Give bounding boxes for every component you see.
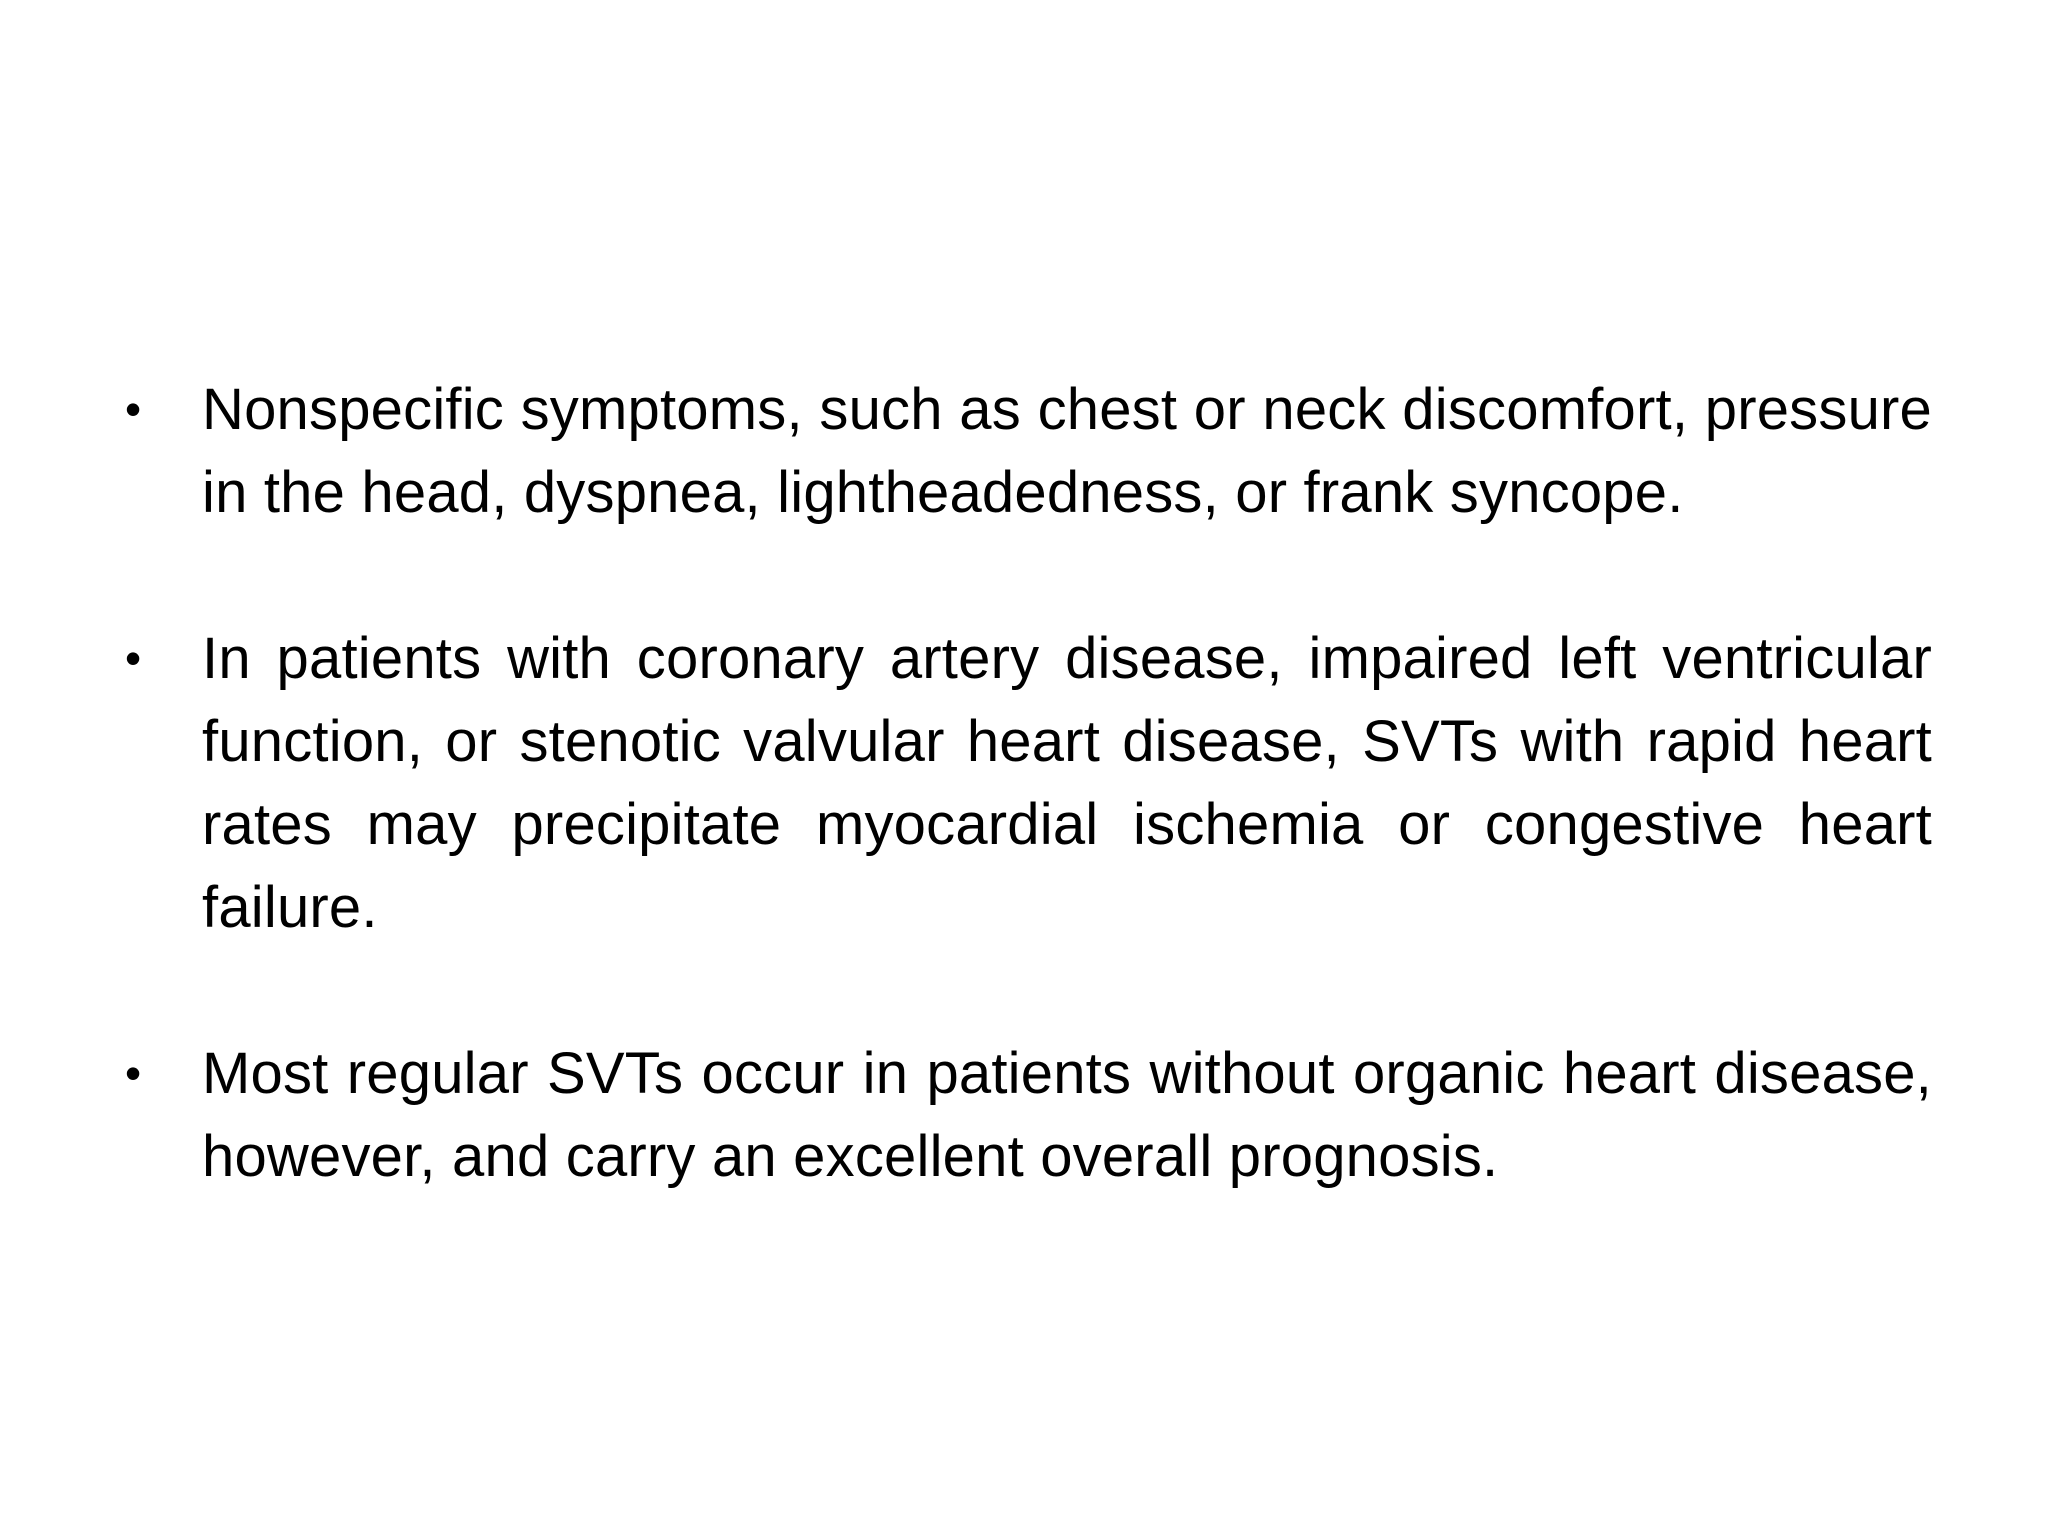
bullet-text: Nonspecific symptoms, such as chest or neck discomfort, pressure in the head, dyspnea, lightheadedness, or frank syncope. xyxy=(202,377,1932,525)
bullet-marker: • xyxy=(125,383,142,435)
bullet-marker: • xyxy=(125,1047,142,1099)
bullet-item xyxy=(110,1032,1932,1198)
bullet-text: In patients with coronary artery disease, impaired left ventricular function, or stenotic valvular heart disease, SVTs with rapid heart rates may precipitate myocardial ischemia or congestive heart failure. xyxy=(202,626,1932,940)
bullet-item xyxy=(110,368,1932,534)
bullet-marker: • xyxy=(125,632,142,684)
bullet-list xyxy=(110,368,1932,1198)
bullet-text: Most regular SVTs occur in patients without organic heart disease, however, and carry an excellent overall prognosis. xyxy=(202,1041,1932,1189)
bullet-item xyxy=(110,617,1932,949)
